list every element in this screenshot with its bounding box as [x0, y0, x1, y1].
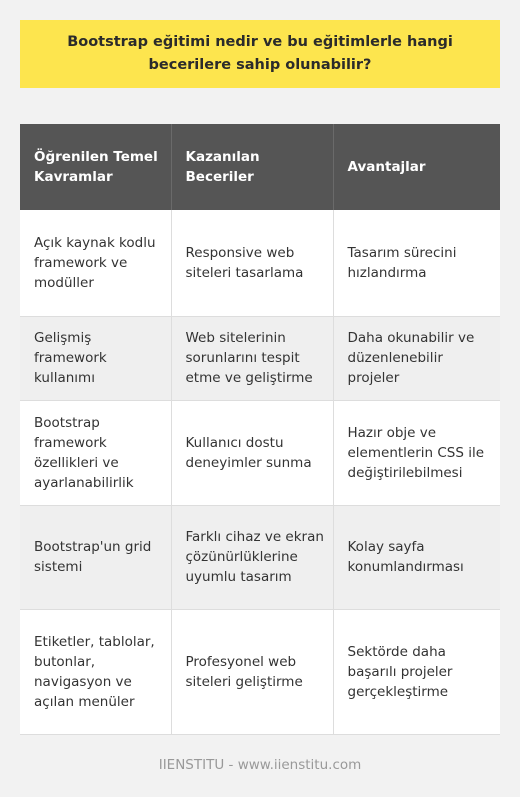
page-title: Bootstrap eğitimi nedir ve bu eğitimlerle hangi becerilere sahip olunabilir?	[67, 34, 453, 73]
table-row	[20, 316, 500, 400]
table-cell: Sektörde daha başarılı projeler gerçekleştirme	[333, 609, 500, 734]
table-cell: Bootstrap'un grid sistemi	[20, 505, 171, 609]
title-banner	[20, 20, 500, 88]
table-cell: Kullanıcı dostu deneyimler sunma	[171, 400, 333, 505]
table-row	[20, 210, 500, 316]
table-cell: Farklı cihaz ve ekran çözünürlüklerine uyumlu tasarım	[171, 505, 333, 609]
table-header-row	[20, 124, 500, 210]
table-row	[20, 609, 500, 734]
table-cell: Responsive web siteleri tasarlama	[171, 210, 333, 316]
comparison-table	[20, 124, 500, 735]
table-cell: Bootstrap framework özellikleri ve ayarlanabilirlik	[20, 400, 171, 505]
column-header: Öğrenilen Temel Kavramlar	[20, 124, 171, 210]
table-cell: Hazır obje ve elementlerin CSS ile değiştirilebilmesi	[333, 400, 500, 505]
column-header: Kazanılan Beceriler	[171, 124, 333, 210]
table-cell: Profesyonel web siteleri geliştirme	[171, 609, 333, 734]
table-cell: Tasarım sürecini hızlandırma	[333, 210, 500, 316]
table-cell: Gelişmiş framework kullanımı	[20, 316, 171, 400]
table-cell: Kolay sayfa konumlandırması	[333, 505, 500, 609]
table-cell: Web sitelerinin sorunlarını tespit etme ve geliştirme	[171, 316, 333, 400]
table-row	[20, 400, 500, 505]
table-cell: Açık kaynak kodlu framework ve modüller	[20, 210, 171, 316]
table-cell: Daha okunabilir ve düzenlenebilir projeler	[333, 316, 500, 400]
table-cell: Etiketler, tablolar, butonlar, navigasyon ve açılan menüler	[20, 609, 171, 734]
table-row	[20, 505, 500, 609]
footer-credit: IIENSTITU - www.iienstitu.com	[158, 757, 362, 773]
column-header: Avantajlar	[333, 124, 500, 210]
